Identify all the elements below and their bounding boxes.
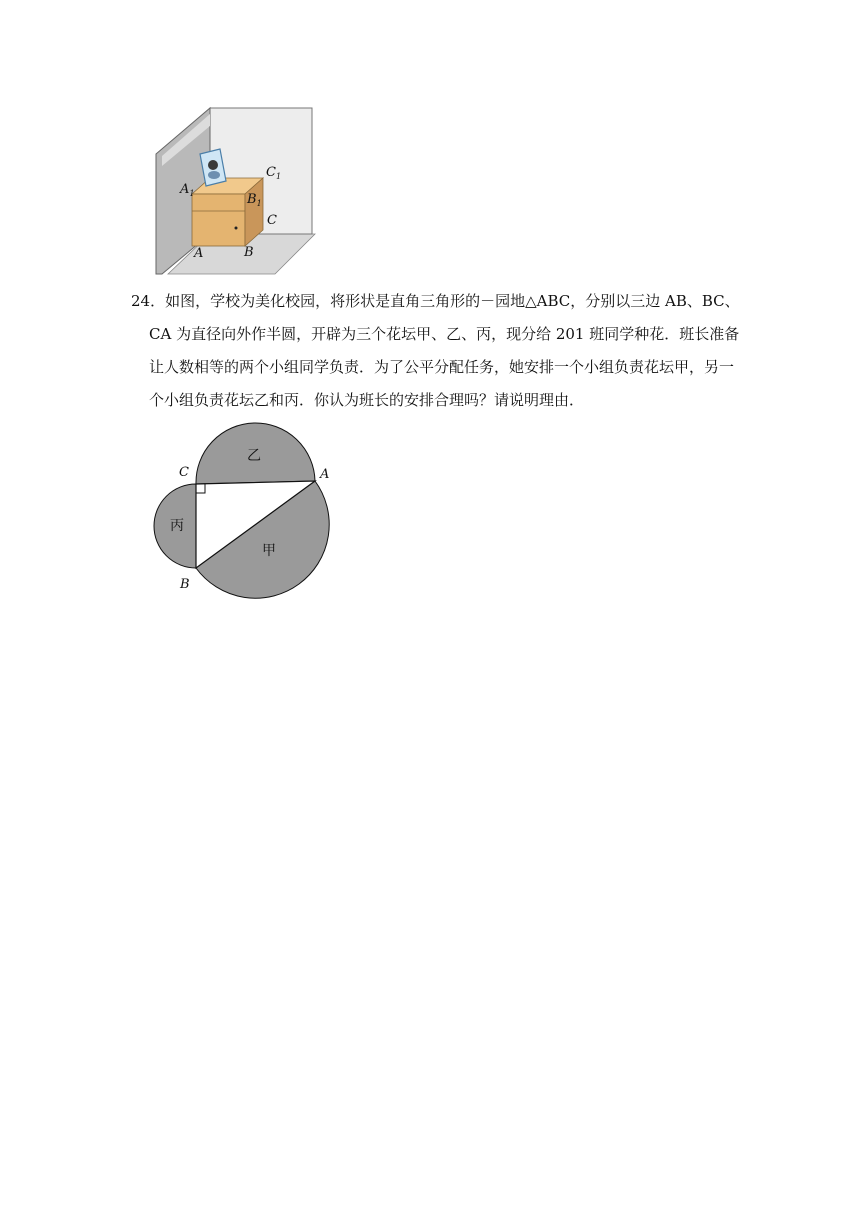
label-A: A xyxy=(320,467,330,482)
label-C: C xyxy=(179,465,189,480)
label-B: B xyxy=(180,577,190,592)
label-C: C xyxy=(267,213,277,228)
problem-text: 如图，学校为美化校园，将形状是直角三角形的－园地△ABC，分别以三边 AB、BC、CA 为直径向外作半圆，开辟为三个花坛甲、乙、丙，现分给 201 班同学种花．班长准备让人数相等的两个小组同学负责．为了公平分配任务，她安排一个小组负责花坛甲，另一个小组负责花坛乙和丙．你认为班长的安排合理吗？请说明理由． xyxy=(149,292,740,409)
label-jia: 甲 xyxy=(262,543,276,559)
label-B1: $B_1$ xyxy=(247,192,262,208)
label-yi: 乙 xyxy=(247,448,261,464)
label-B: B xyxy=(244,245,254,260)
label-A: A xyxy=(194,246,204,261)
semicircle-triangle-figure xyxy=(143,420,343,605)
label-A1: $A_1$ xyxy=(180,182,195,198)
cabinet-corner-figure xyxy=(150,104,325,279)
cabinet-front xyxy=(192,194,245,246)
label-C1: $C_1$ xyxy=(266,165,282,181)
problem-number: 24． xyxy=(131,292,166,310)
label-bing: 丙 xyxy=(170,518,184,534)
problem-24 xyxy=(131,285,741,417)
